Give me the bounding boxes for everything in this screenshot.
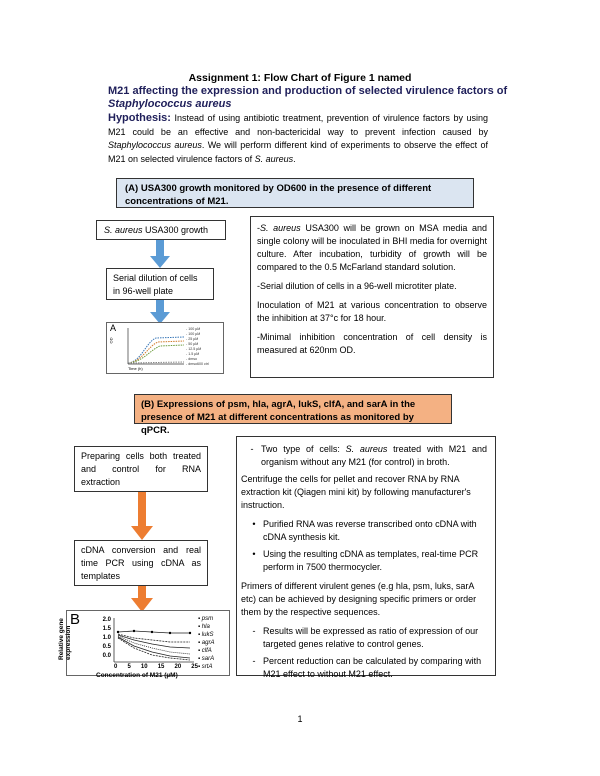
legend-entry: ▪ psm [198,616,214,622]
legend-entry: - 1.5 µM [186,352,200,356]
figure-a-legend [186,327,209,367]
figure-a-ylabel: OD [108,337,114,344]
orange-arrow-icon [131,586,153,612]
legend-entry: ▪ hla [198,624,210,630]
b-bullet-1: - Two type of cells: S. aureus treated with M21 and organism without any M21 (for control) in broth. [261,443,487,469]
step-b2-box: cDNA conversion and real time PCR using cDNA as templates [74,540,208,586]
x-tick-label: 25 [191,664,198,670]
page-number: 1 [297,714,303,724]
b-paragraph-2: Primers of different virulent genes (e.g hla, psm, luks, sarA etc) can be achieved by designing specific primers or order them by the respective sequences. [241,581,477,617]
x-tick-label: 0 [114,664,118,670]
a-desc-2: -Serial dilution of cells in a 96-well microtiter plate. [257,281,457,291]
legend-entry: - 50 µM [186,342,199,346]
document-subtitle-species: Staphylococcus aureus [108,98,232,110]
legend-entry: - 25 µM [186,337,199,341]
section-b-description [236,436,496,679]
document-subtitle: M21 affecting the expression and production of selected virulence factors of [108,85,508,97]
legend-entry: - dmso600 ctrl [186,362,209,366]
legend-entry: - 12.5 µM [186,347,202,351]
a-desc-4: -Minimal inhibition concentration of cell density is measured at 620nm OD. [257,332,487,355]
figure-b-legend [198,615,214,671]
blue-arrow-icon [150,240,170,268]
document-title: Assignment 1: Flow Chart of Figure 1 named [188,72,412,84]
legend-entry: - 100 µM [186,327,201,331]
b-list-1 [241,443,487,469]
step-a2-box: Serial dilution of cells in 96-well plate [106,268,214,300]
x-tick-label: 15 [157,664,165,670]
y-tick-label: 1.0 [102,635,111,641]
legend-entry: ▪ lukS [198,632,214,638]
legend-entry: ▪ agrA [198,640,215,646]
orange-arrow-icon [131,492,153,540]
legend-entry: ▪ sarA [198,656,215,662]
legend-entry: ▪ clfA [198,648,212,654]
legend-entry: - dmso [186,357,197,361]
b-bullet-4: - Results will be expressed as ratio of expression of our targeted genes relative to control genes. [263,625,487,651]
b-bullet-3: • Using the resulting cDNA as templates, real-time PCR perform in 7500 thermocycler. [263,548,487,574]
step-a1-box: S. aureus USA300 growth [96,220,226,240]
b-paragraph-1: Centrifuge the cells for pellet and recover RNA by RNA extraction kit (Qiagen mini kit) by following manufacturer's instruction. [241,474,471,510]
legend-entry: - 100 µM [186,332,201,336]
section-a-description [250,216,494,378]
hypothesis-paragraph: Hypothesis: Instead of using antibiotic treatment, prevention of virulence factors by using M21 could be an effective and non-bactericidal way to prevent infection caused by Staphylococcus aureus. We will perform different kind of experiments to observe the effect of M21 on selected virulence factors of S. aureus. [108,112,488,164]
y-tick-label: 2.0 [102,617,111,623]
hypothesis-label: Hypothesis: [108,112,171,124]
figure-b-xlabel: Concentration of M21 (µM) [96,672,178,679]
y-tick-label: 0.5 [102,644,111,650]
b-list-3 [241,625,487,681]
blue-arrow-icon [150,300,170,324]
b-bullet-2: • Purified RNA was reverse transcribed onto cDNA with cDNA synthesis kit. [263,518,487,544]
figure-b-label: B [70,611,81,628]
figure-b-ylabel: Relative gene expression [58,618,72,660]
figure-b-yticks [95,616,111,661]
x-tick-label: 5 [127,664,131,670]
y-tick-label: 0.0 [102,653,111,659]
y-tick-label: 1.5 [102,626,111,632]
b-list-2 [241,518,487,574]
section-b-header: (B) Expressions of psm, hla, agrA, lukS, clfA, and sarA in the presence of M21 at different concentrations as monitored by qPCR. [134,394,452,424]
a-desc-3: Inoculation of M21 at various concentration to observe the inhibition at 37°c for 18 hour. [257,300,487,323]
section-a-header: (A) USA300 growth monitored by OD600 in the presence of different concentrations of M21. [116,178,474,208]
b-bullet-5: - Percent reduction can be calculated by comparing with M21 effect to without M21 effect. [263,655,487,681]
figure-a-label: A [110,323,117,333]
figure-b-xticks [114,664,198,670]
x-tick-label: 20 [174,664,182,670]
figure-a-xlabel: Time (h) [128,366,143,371]
legend-entry: ▪ srtA [198,664,213,670]
x-tick-label: 10 [140,664,148,670]
step-b1-box: Preparing cells both treated and control for RNA extraction [74,446,208,492]
a-desc-1: -S. aureus USA300 will be grown on MSA media and single colony will be inoculated in BHI media for overnight culture. After incubation, turbidity of growth will be compared to the 0.5 McFarland standard solution. [257,223,488,272]
